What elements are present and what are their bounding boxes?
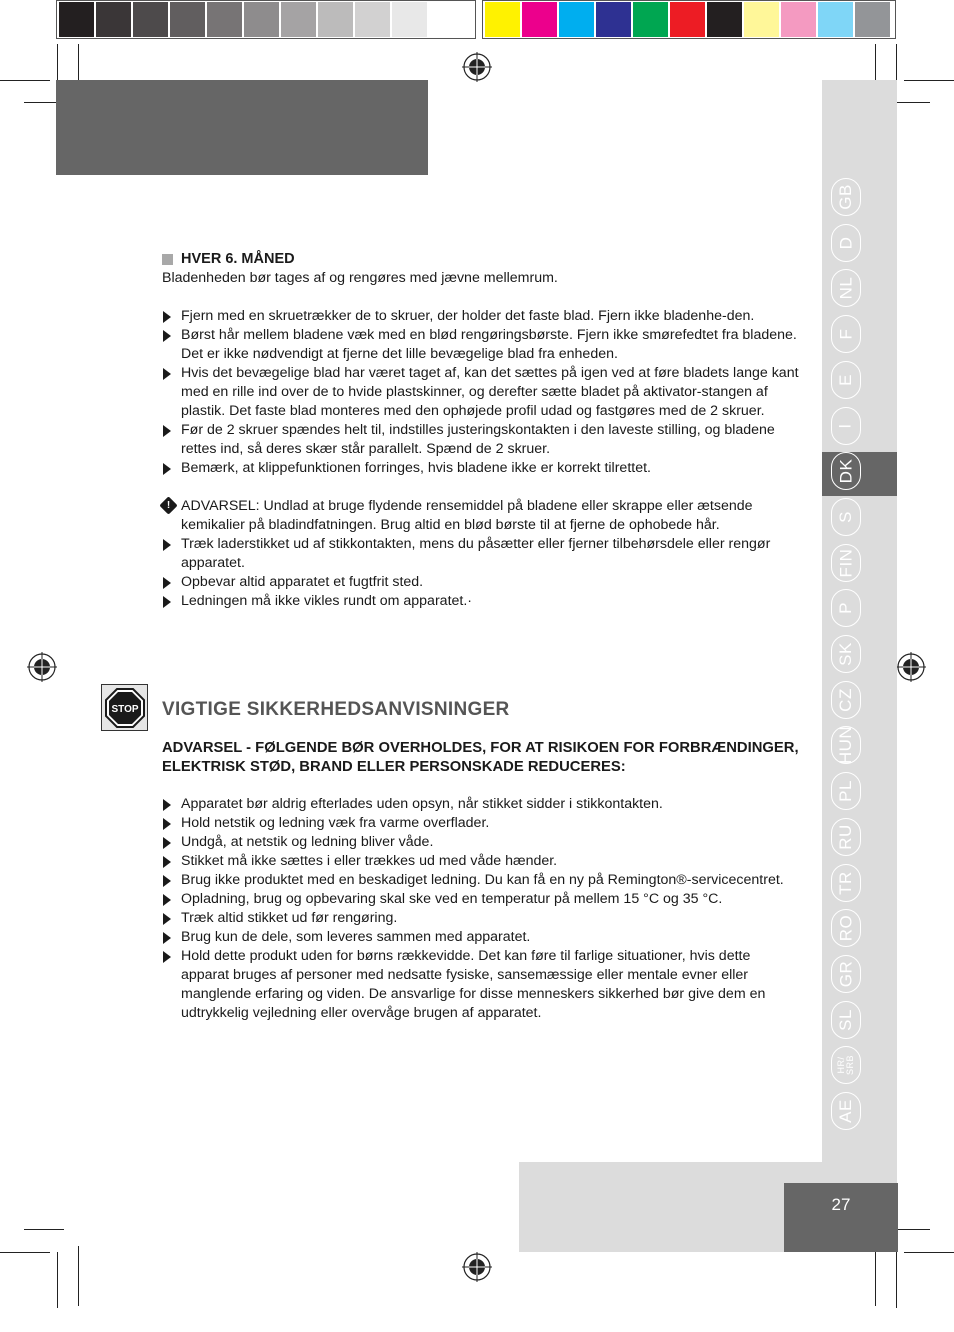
language-tab-label: P xyxy=(836,602,855,615)
list-item: Hvis det bevægelige blad har været taget af, kan det sættes på igen ved at føre bladets lange kant med en rille ind over de to hvide plastskinner, og derefter sætte bladet på aktivator-stangen af plastik. Det faste blad monteres med den ophøjede profil udad og fastgøres med de 2 skruer. xyxy=(162,364,802,421)
crop-mark xyxy=(904,1252,954,1253)
language-tab-outline xyxy=(831,864,861,902)
language-tab-sk[interactable] xyxy=(831,635,861,673)
color-swatch xyxy=(133,2,168,37)
language-tab-outline xyxy=(831,178,861,216)
language-tab-label: HR/ SRB xyxy=(835,1055,855,1076)
language-tab-outline xyxy=(831,224,861,262)
color-swatch xyxy=(170,2,205,37)
care-steps-list xyxy=(162,535,802,611)
color-swatch xyxy=(670,2,705,37)
list-item: Opbevar altid apparatet et fugtfrit sted. xyxy=(162,573,802,592)
safety-instructions-list xyxy=(162,795,802,1023)
language-tab-f[interactable] xyxy=(831,315,861,353)
language-tab-gb[interactable] xyxy=(831,178,861,216)
color-swatch xyxy=(244,2,279,37)
language-tab-ru[interactable] xyxy=(831,818,861,856)
crop-mark xyxy=(0,1252,50,1253)
language-tab-cz[interactable] xyxy=(831,681,861,719)
color-swatch xyxy=(744,2,779,37)
language-tab-outline xyxy=(831,681,861,719)
registration-mark-icon xyxy=(462,1252,492,1282)
list-item: Brug ikke produktet med en beskadiget ledning. Du kan få en ny på Remington®-servicecentret. xyxy=(162,871,802,890)
color-swatch xyxy=(633,2,668,37)
language-tab-outline xyxy=(831,589,861,627)
list-item: Stikket må ikke sættes i eller trækkes ud med våde hænder. xyxy=(162,852,802,871)
language-tab-tr[interactable] xyxy=(831,864,861,902)
list-item: Undgå, at netstik og ledning bliver våde. xyxy=(162,833,802,852)
crop-mark xyxy=(0,80,50,81)
color-swatch xyxy=(596,2,631,37)
color-swatch xyxy=(559,2,594,37)
language-tab-outline xyxy=(831,269,861,307)
crop-mark xyxy=(896,1252,897,1308)
page-number-box xyxy=(784,1183,898,1252)
language-tab-label: RO xyxy=(836,914,855,942)
language-tab-hr-srb[interactable] xyxy=(831,1046,861,1084)
crop-mark xyxy=(24,1229,64,1230)
crop-mark xyxy=(875,1246,876,1306)
crop-mark xyxy=(78,1246,79,1306)
color-swatch xyxy=(522,2,557,37)
warning-paragraph xyxy=(162,497,802,535)
language-tab-label: CZ xyxy=(835,687,855,712)
language-tab-p[interactable] xyxy=(831,589,861,627)
list-item: Fjern med en skruetrækker de to skruer, der holder det faste blad. Fjern ikke bladenhe-den. xyxy=(162,307,802,326)
language-tab-outline xyxy=(831,544,861,582)
language-tab-d[interactable] xyxy=(831,224,861,262)
color-swatch xyxy=(96,2,131,37)
list-item: Børst hår mellem bladene væk med en blød rengøringsbørste. Fjern ikke smørefedtet fra bladene. Det er ikke nødvendigt at fjerne det lille bevægelige blad fra enheden. xyxy=(162,326,802,364)
language-tab-label: E xyxy=(836,373,855,386)
safety-heading: VIGTIGE SIKKERHEDSANVISNINGER xyxy=(162,699,510,720)
language-tab-e[interactable] xyxy=(831,361,861,399)
language-tab-outline xyxy=(831,818,861,856)
language-tab-dk[interactable] xyxy=(831,452,861,490)
language-tab-nl[interactable] xyxy=(831,269,861,307)
language-tab-label: FIN xyxy=(836,548,856,578)
language-tab-s[interactable] xyxy=(831,498,861,536)
section-every-6-months xyxy=(162,250,802,611)
language-tab-ae[interactable] xyxy=(831,1092,861,1130)
language-tab-gr[interactable] xyxy=(831,955,861,993)
language-tab-outline xyxy=(831,498,861,536)
language-tab-label: GR xyxy=(836,960,855,988)
header-grey-block xyxy=(56,80,428,175)
language-tab-outline xyxy=(831,361,861,399)
language-tab-label: SL xyxy=(835,1008,855,1031)
color-swatch xyxy=(59,2,94,37)
safety-warning-heading: ADVARSEL - FØLGENDE BØR OVERHOLDES, FOR AT RISIKOEN FOR FORBRÆNDINGER, ELEKTRISK STØD, BRAND ELLER PERSONSKADE REDUCERES: xyxy=(162,740,799,775)
language-tab-label: I xyxy=(835,422,855,429)
language-tab-fin[interactable] xyxy=(831,544,861,582)
language-tab-label: SK xyxy=(836,642,855,666)
language-tab-outline xyxy=(831,909,861,947)
color-swatch xyxy=(207,2,242,37)
list-item: Brug kun de dele, som leveres sammen med apparatet. xyxy=(162,928,802,947)
intro-text: Bladenheden bør tages af og rengøres med jævne mellemrum. xyxy=(162,270,558,286)
language-tab-label: DK xyxy=(836,458,855,484)
crop-mark xyxy=(904,80,954,81)
language-tab-label: F xyxy=(835,328,855,340)
list-item: Træk altid stikket ud før rengøring. xyxy=(162,909,802,928)
crop-mark xyxy=(57,1252,58,1308)
list-item: Ledningen må ikke vikles rundt om apparatet.· xyxy=(162,592,802,611)
color-swatch xyxy=(855,2,890,37)
language-tab-label: GB xyxy=(836,184,855,210)
language-tab-i[interactable] xyxy=(831,407,861,445)
list-item: Før de 2 skruer spændes helt til, indstilles justeringskontakten i den laveste stilling, og bladene rettes ind, så deres skær står parallelt. Spænd de 2 skruer. xyxy=(162,421,802,459)
colorbar-grayscale xyxy=(59,2,466,38)
language-tab-outline xyxy=(831,407,861,445)
language-tab-outline xyxy=(831,1001,861,1039)
language-tab-label: PL xyxy=(835,780,855,802)
language-tab-outline xyxy=(831,1092,861,1130)
language-tab-label: AE xyxy=(836,1099,855,1123)
language-tab-outline xyxy=(831,315,861,353)
list-item: Hold netstik og ledning væk fra varme overflader. xyxy=(162,814,802,833)
crop-mark xyxy=(57,44,58,80)
registration-mark-icon xyxy=(27,652,57,682)
language-tab-label: TR xyxy=(835,870,855,895)
list-item: Apparatet bør aldrig efterlades uden opsyn, når stikket sidder i stikkontakten. xyxy=(162,795,802,814)
language-tab-label: HUN xyxy=(836,726,855,765)
warning-text: ADVARSEL: Undlad at bruge flydende rensemiddel på bladene eller skrappe eller ætsende kemikalier på bladindfatningen. Brug altid en blød børste til at fjerne de ophobede hår. xyxy=(181,498,753,533)
stop-sign-label: STOP xyxy=(110,703,139,715)
color-swatch xyxy=(281,2,316,37)
language-tab-label: NL xyxy=(835,277,855,300)
language-tab-outline xyxy=(831,452,861,490)
color-swatch xyxy=(485,2,520,37)
list-item: Hold dette produkt uden for børns rækkevidde. Det kan føre til farlige situationer, hvis dette apparat bruges af personer med nedsatte fysiske, sansemæssige eller mentale evner eller manglende erfaring og viden. De ansvarlige for disse menneskers sikkerhed bør give dem en udtrykkelig vejledning eller overvåge brugen af apparatet. xyxy=(162,947,802,1023)
list-item: Træk laderstikket ud af stikkontakten, mens du påsætter eller fjerner tilbehørsdele eller rengør apparatet. xyxy=(162,535,802,573)
registration-mark-icon xyxy=(896,652,926,682)
registration-mark-icon xyxy=(462,52,492,82)
language-tab-outline xyxy=(831,1046,861,1084)
language-tab-outline xyxy=(831,955,861,993)
language-tab-ro[interactable] xyxy=(831,909,861,947)
color-swatch xyxy=(707,2,742,37)
color-swatch xyxy=(429,2,464,37)
color-swatch xyxy=(818,2,853,37)
section-heading: HVER 6. MÅNED xyxy=(162,250,802,269)
cleaning-steps-list xyxy=(162,307,802,478)
language-tab-label: RU xyxy=(836,824,855,850)
language-tab-outline xyxy=(831,772,861,810)
language-tab-pl[interactable] xyxy=(831,772,861,810)
warning-icon: ! xyxy=(159,496,177,514)
language-tab-label: D xyxy=(836,236,855,250)
list-item: Opladning, brug og opbevaring skal ske ved en temperatur på mellem 15 °C og 35 °C. xyxy=(162,890,802,909)
color-swatch xyxy=(355,2,390,37)
language-tab-label: S xyxy=(836,510,855,523)
language-tab-sl[interactable] xyxy=(831,1001,861,1039)
language-tab-hun[interactable] xyxy=(831,726,861,764)
crop-mark xyxy=(896,44,897,80)
page-number: 27 xyxy=(831,1195,851,1214)
color-swatch xyxy=(781,2,816,37)
list-item: Bemærk, at klippefunktionen forringes, hvis bladene ikke er korrekt tilrettet. xyxy=(162,459,802,478)
colorbar-cmyk xyxy=(485,2,892,38)
color-swatch xyxy=(318,2,353,37)
safety-section xyxy=(162,739,802,1023)
stop-sign-icon xyxy=(101,684,148,731)
language-tab-outline xyxy=(831,726,861,764)
language-tab-outline xyxy=(831,635,861,673)
color-swatch xyxy=(392,2,427,37)
